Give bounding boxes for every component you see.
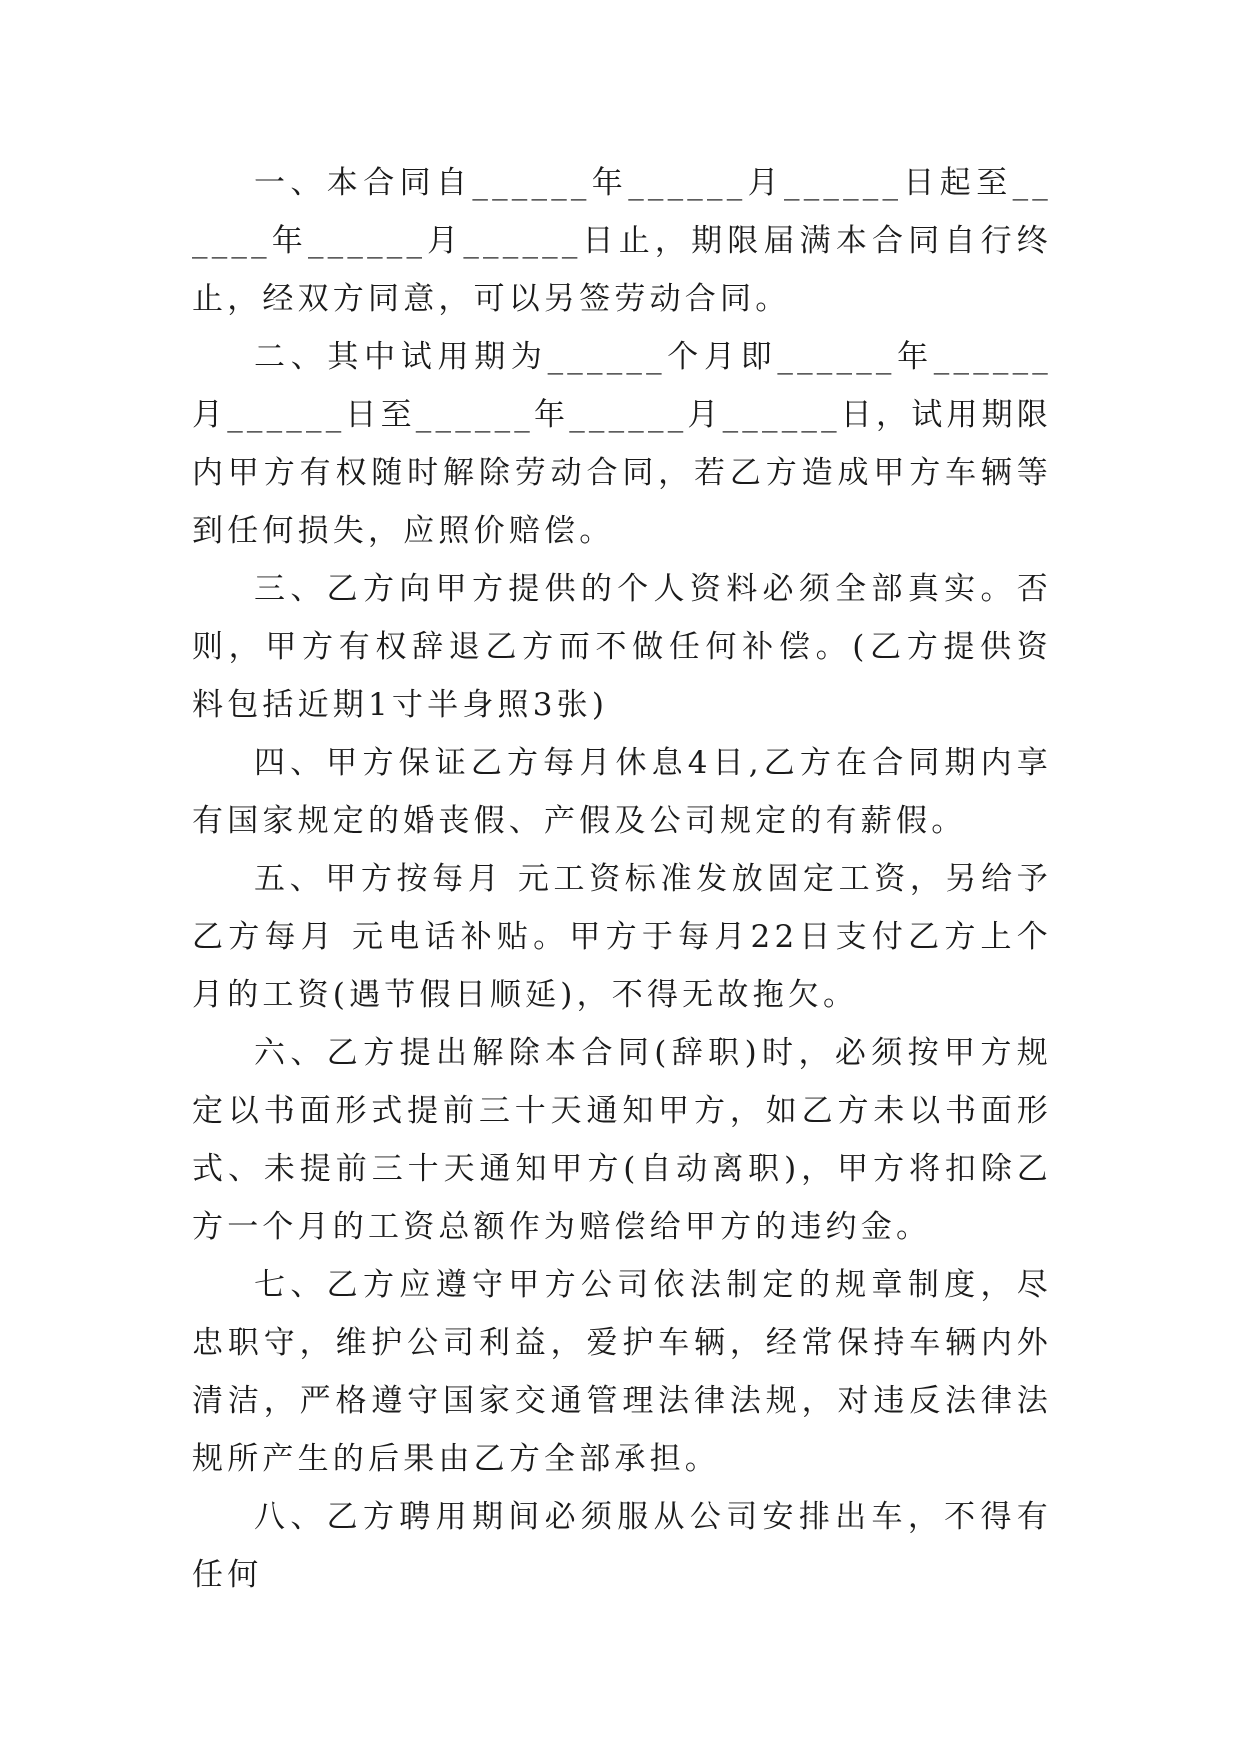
clause-3-text: 三、乙方向甲方提供的个人资料必须全部真实。否则，甲方有权辞退乙方而不做任何补偿。(乙方提供资料包括近期1寸半身照3张) [192, 571, 1052, 723]
contract-clause-3 [192, 560, 1052, 734]
clause-1-text: 一、本合同自______年______月______日起至______年______月______日止，期限届满本合同自行终止，经双方同意，可以另签劳动合同。 [192, 165, 1052, 317]
contract-body [192, 154, 1052, 1604]
contract-clause-8 [192, 1488, 1052, 1604]
contract-clause-2 [192, 328, 1052, 560]
clause-2-text: 二、其中试用期为______个月即______年______月______日至______年______月______日，试用期限内甲方有权随时解除劳动合同，若乙方造成甲方车辆等到任何损失，应照价赔偿。 [192, 339, 1052, 549]
contract-clause-1 [192, 154, 1052, 328]
contract-clause-6 [192, 1024, 1052, 1256]
contract-clause-7 [192, 1256, 1052, 1488]
clause-4-text: 四、甲方保证乙方每月休息4日,乙方在合同期内享有国家规定的婚丧假、产假及公司规定的有薪假。 [192, 745, 1052, 839]
clause-6-text: 六、乙方提出解除本合同(辞职)时，必须按甲方规定以书面形式提前三十天通知甲方，如乙方未以书面形式、未提前三十天通知甲方(自动离职)，甲方将扣除乙方一个月的工资总额作为赔偿给甲方的违约金。 [192, 1035, 1052, 1245]
contract-clause-5 [192, 850, 1052, 1024]
clause-5-text: 五、甲方按每月 元工资标准发放固定工资，另给予乙方每月 元电话补贴。甲方于每月22日支付乙方上个月的工资(遇节假日顺延)，不得无故拖欠。 [192, 861, 1052, 1013]
clause-7-text: 七、乙方应遵守甲方公司依法制定的规章制度，尽忠职守，维护公司利益，爱护车辆，经常保持车辆内外清洁，严格遵守国家交通管理法律法规，对违反法律法规所产生的后果由乙方全部承担。 [192, 1267, 1052, 1477]
clause-8-text: 八、乙方聘用期间必须服从公司安排出车，不得有任何 [192, 1499, 1052, 1593]
contract-clause-4 [192, 734, 1052, 850]
